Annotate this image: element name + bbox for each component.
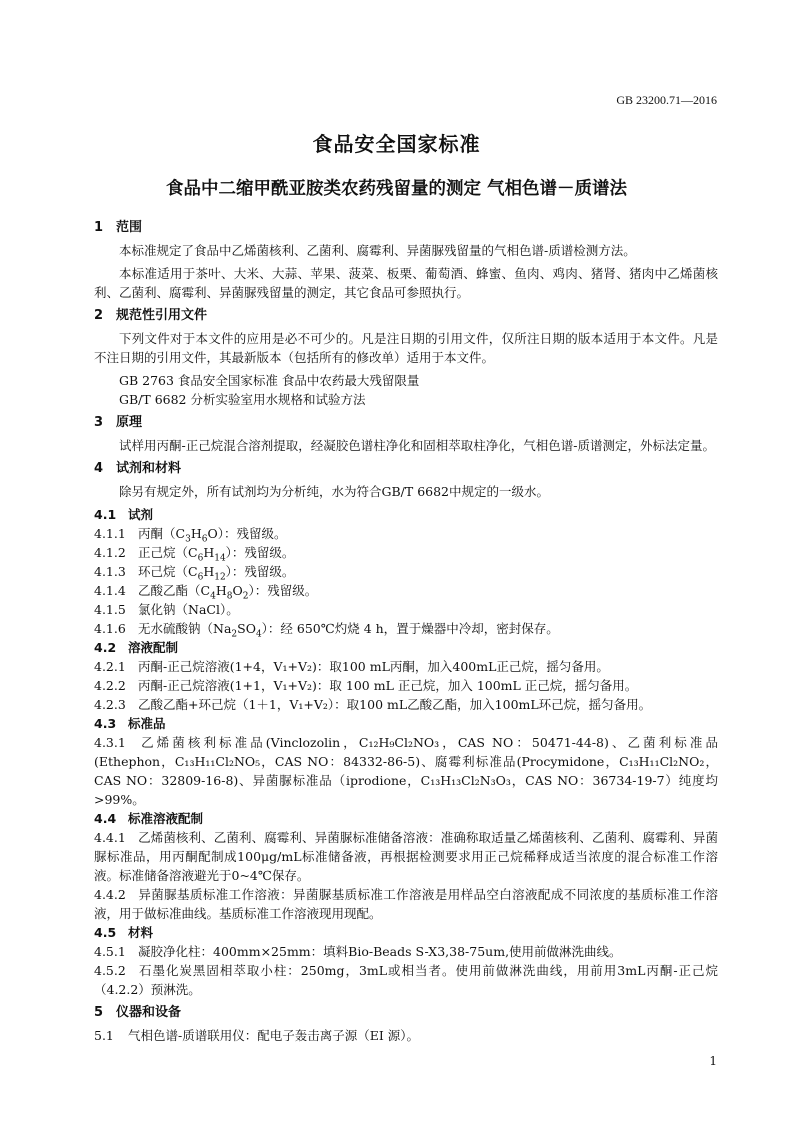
subsection-heading-4-3: 4.3 标准品: [94, 716, 166, 731]
paragraph: 下列文件对于本文件的应用是必不可少的。凡是注日期的引用文件，仅所注日期的版本适用于本文件。凡是不注日期的引用文件，其最新版本（包括所有的修改单）适用于本文件。: [94, 331, 718, 365]
list-item: 4.1.4 乙酸乙酯$(C_4H_8O_2)$：残留级。: [94, 583, 318, 602]
standard-code: GB 23200.71—2016: [616, 93, 717, 107]
list-item: 4.1.3 环己烷$(C_6H_{12})$：残留级。: [94, 564, 295, 583]
list-item: 5.1 气相色谱-质谱联用仪：配电子轰击离子源（EI 源）。: [94, 1028, 420, 1043]
paragraph: 本标准规定了食品中乙烯菌核利、乙菌利、腐霉利、异菌脲残留量的气相色谱-质谱检测方法。: [119, 243, 636, 258]
list-item: 4.2.2 丙酮-正己烷溶液(1+1，V₁+V₂)：取 100 mL 正己烷，加入 100mL 正己烷，摇匀备用。: [94, 678, 638, 693]
section-heading-5: 5 仪器和设备: [94, 1005, 182, 1020]
list-item: 4.1.2 正己烷$(C_6H_{14})$：残留级。: [94, 545, 295, 564]
paragraph: 试样用丙酮-正己烷混合溶剂提取，经凝胶色谱柱净化和固相萃取柱净化，气相色谱-质谱测定，外标法定量。: [119, 438, 715, 453]
list-item: 4.5.1 凝胶净化柱：400mm×25mm：填料Bio-Beads S-X3,38-75um,使用前做淋洗曲线。: [94, 944, 622, 959]
list-item: 4.2.1 丙酮-正己烷溶液(1+4，V₁+V₂)：取100 mL丙酮，加入400mL正己烷，摇匀备用。: [94, 659, 609, 674]
paragraph: 本标准适用于茶叶、大米、大蒜、苹果、菠菜、板栗、葡萄酒、蜂蜜、鱼肉、鸡肉、猪肾、猪肉中乙烯菌核利、乙菌利、腐霉利、异菌脲残留量的测定，其它食品可参照执行。: [94, 266, 718, 300]
section-heading-3: 3 原理: [94, 415, 143, 430]
section-heading-1: 1 范围: [94, 220, 143, 235]
list-item: 4.1.6 无水硫酸钠$(Na_2SO_4)$：经 650℃灼烧 4 h，置于燥器中冷却，密封保存。: [94, 621, 559, 640]
list-item: 4.1.5 氯化钠（NaCl）。: [94, 602, 239, 617]
list-item: 4.4.2 异菌脲基质标准工作溶液：异菌脲基质标准工作溶液是用样品空白溶液配成不同浓度的基质标准工作溶液，用于做标准曲线。基质标准工作溶液现用现配。: [94, 887, 718, 921]
list-item: 4.3.1 乙烯菌核利标准品(Vinclozolin，C₁₂H₉Cl₂NO₃，CAS NO：50471-44-8)、乙菌利标准品(Ethephon，C₁₃H₁₁Cl₂NO₅，CAS NO：84332-86-5)、腐霉利标准品(Procymidone，C₁₃H₁₁Cl₂NO₂，CAS NO：32809-16-8)、异菌脲标准品（iprodione，C₁₃H₁₃Cl₂N₃O₃，CAS NO：36734-19-7）纯度均>99%。: [94, 735, 718, 807]
section-heading-4: 4 试剂和材料: [94, 461, 182, 476]
list-item: 4.4.1 乙烯菌核利、乙菌利、腐霉利、异菌脲标准储备溶液：准确称取适量乙烯菌核利、乙菌利、腐霉利、异菌脲标准品，用丙酮配制成100μg/mL标准储备液，再根据检测要求用正己烷稀释成适当浓度的混合标准工作溶液。标准储备溶液避光于0~4℃保存。: [94, 830, 718, 883]
list-item: 4.2.3 乙酸乙酯+环己烷（1＋1，V₁+V₂）：取100 mL乙酸乙酯，加入100mL环己烷，摇匀备用。: [94, 697, 652, 712]
subsection-heading-4-2: 4.2 溶液配制: [94, 640, 179, 655]
section-heading-2: 2 规范性引用文件: [94, 308, 208, 323]
subsection-heading-4-5: 4.5 材料: [94, 925, 154, 940]
document-body: [94, 214, 718, 1045]
reference-item: GB 2763 食品安全国家标准 食品中农药最大残留限量: [119, 373, 420, 388]
page-number: 1: [709, 1054, 717, 1068]
subsection-heading-4-1: 4.1 试剂: [94, 507, 154, 522]
subsection-heading-4-4: 4.4 标准溶液配制: [94, 811, 204, 826]
reference-item: GB/T 6682 分析实验室用水规格和试验方法: [119, 392, 366, 407]
document-title: 食品安全国家标准: [312, 132, 481, 156]
list-item: 4.5.2 石墨化炭黑固相萃取小柱：250mg，3mL或相当者。使用前做淋洗曲线，用前用3mL丙酮-正己烷（4.2.2）预淋洗。: [94, 963, 718, 997]
list-item: 4.1.1 丙酮$(C_3H_6O)$：残留级。: [94, 526, 287, 545]
paragraph: 除另有规定外，所有试剂均为分析纯，水为符合GB/T 6682中规定的一级水。: [119, 484, 550, 499]
document-subtitle: 食品中二缩甲酰亚胺类农药残留量的测定 气相色谱－质谱法: [165, 179, 628, 199]
